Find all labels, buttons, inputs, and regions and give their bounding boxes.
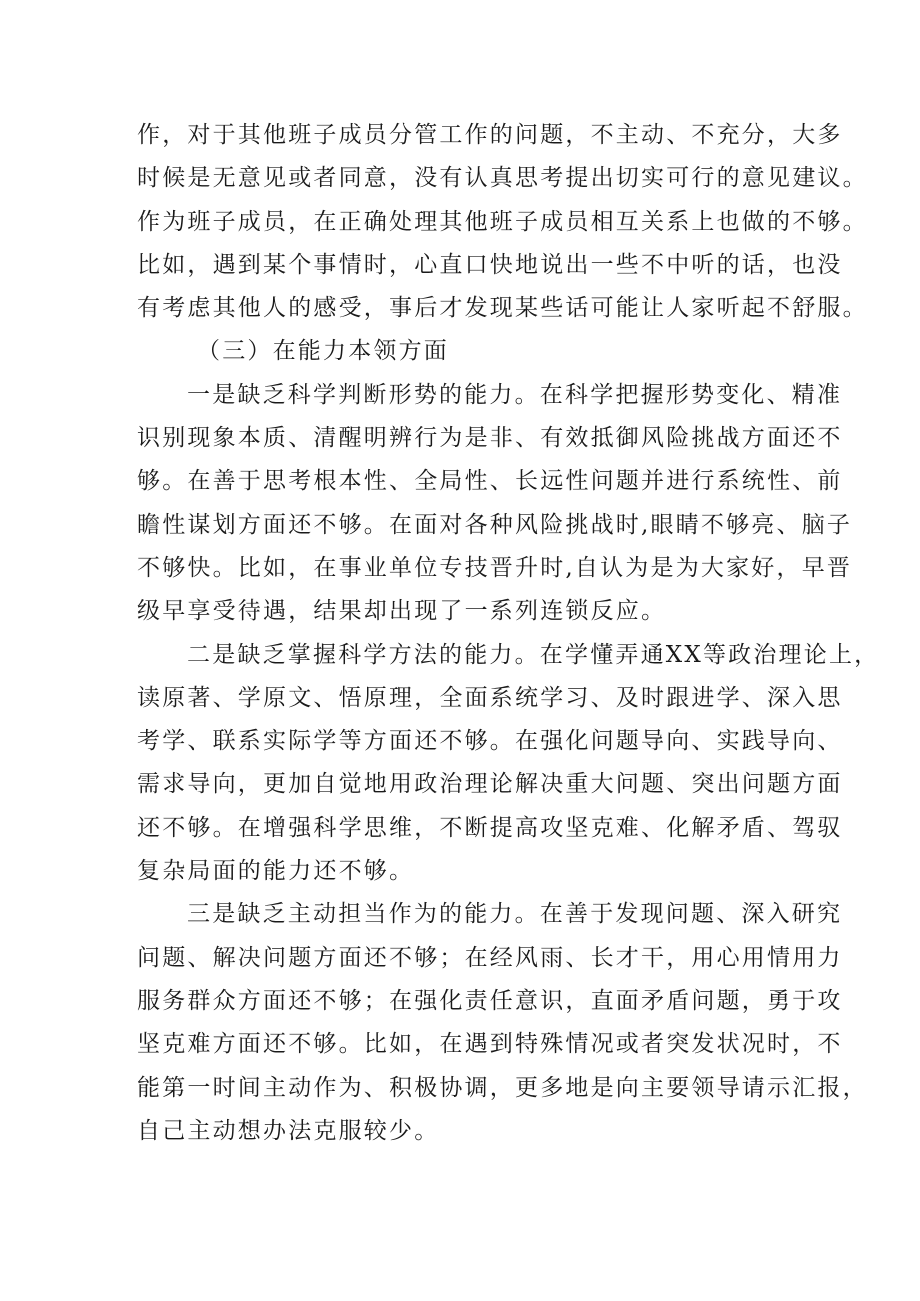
text-line: 服务群众方面还不够；在强化责任意识，直面矛盾问题，勇于攻 (137, 987, 843, 1014)
text-line: 坚克难方面还不够。比如，在遇到特殊情况或者突发状况时，不 (137, 1031, 843, 1058)
text-line: 瞻性谋划方面还不够。在面对各种风险挑战时,眼睛不够亮、脑子 (137, 511, 853, 538)
text-line: 问题、解决问题方面还不够；在经风雨、长才干，用心用情用力 (137, 944, 843, 971)
text-line: 三是缺乏主动担当作为的能力。在善于发现问题、深入研究 (187, 901, 843, 928)
text-line: 比如，遇到某个事情时，心直口快地说出一些不中听的话，也没 (137, 251, 843, 278)
text-line: 考学、联系实际学等方面还不够。在强化问题导向、实践导向、 (137, 728, 843, 755)
text-line: 复杂局面的能力还不够。 (137, 858, 415, 885)
paragraph-initiative-ability (137, 893, 868, 1153)
text-line: 识别现象本质、清醒明辨行为是非、有效抵御风险挑战方面还不 (137, 425, 843, 452)
text-line: 有考虑其他人的感受，事后才发现某些话可能让人家听起不舒服。 (137, 295, 868, 322)
paragraph-method-ability (137, 634, 880, 894)
paragraph-continuation (137, 114, 868, 330)
text-line: 一是缺乏科学判断形势的能力。在科学把握形势变化、精准 (187, 381, 843, 408)
paragraph-judgment-ability (137, 374, 853, 634)
text-line: 需求导向，更加自觉地用政治理论解决重大问题、突出问题方面 (137, 771, 843, 798)
document-body (137, 114, 880, 1153)
text-line: 不够快。比如，在事业单位专技晋升时,自认为是为大家好，早晋 (137, 554, 853, 581)
text-line: 读原著、学原文、悟原理，全面系统学习、及时跟进学、深入思 (137, 684, 843, 711)
section-heading: （三）在能力本领方面 (197, 338, 449, 365)
text-line: 二是缺乏掌握科学方法的能力。在学懂弄通XX等政治理论上， (187, 641, 880, 668)
text-line: 还不够。在增强科学思维，不断提高攻坚克难、化解矛盾、驾驭 (137, 814, 843, 841)
text-line: 自己主动想办法克服较少。 (137, 1117, 440, 1144)
text-line: 时候是无意见或者同意，没有认真思考提出切实可行的意见建议。 (137, 165, 868, 192)
text-line: 级早享受待遇，结果却出现了一系列连锁反应。 (137, 598, 667, 625)
text-line: 作，对于其他班子成员分管工作的问题，不主动、不充分，大多 (137, 122, 843, 148)
text-line: 能第一时间主动作为、积极协调，更多地是向主要领导请示汇报， (137, 1074, 868, 1101)
text-line: 作为班子成员，在正确处理其他班子成员相互关系上也做的不够。 (137, 208, 868, 235)
text-line: 够。在善于思考根本性、全局性、长远性问题并进行系统性、前 (137, 468, 843, 495)
